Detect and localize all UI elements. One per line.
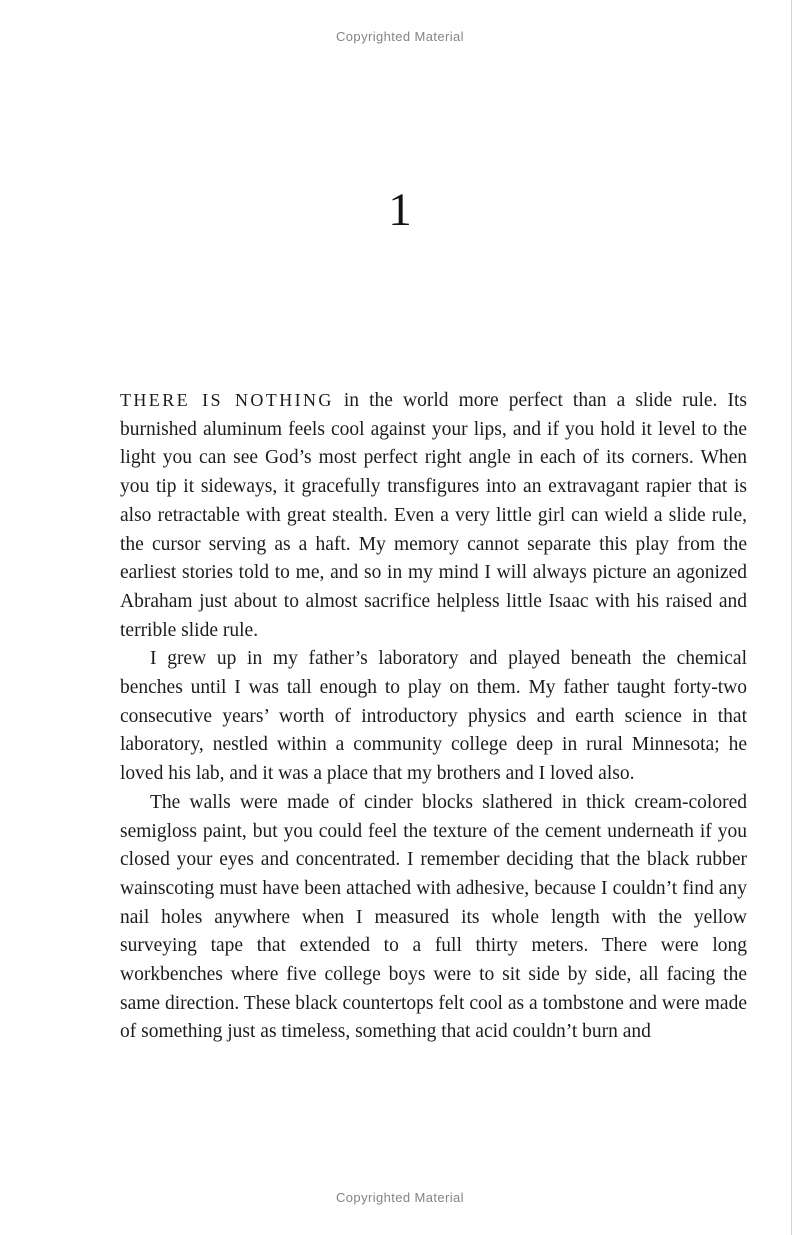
body-text	[120, 386, 747, 1047]
paragraph-3: The walls were made of cinder blocks slathered in thick cream-colored semigloss paint, but you could feel the texture of the cement underneath if you closed your eyes and concentrated. I remember deciding that the black rubber wainscoting must have been attached with adhesive, because I couldn’t find any nail holes anywhere when I measured its whole length with the yellow surveying tape that extended to a full thirty meters. There were long workbenches where five college boys were to sit side by side, all facing the same direction. These black countertops felt cool as a tombstone and were made of something just as timeless, something that acid couldn’t burn and	[120, 791, 747, 1043]
chapter-number: 1	[388, 184, 412, 236]
paragraph-1	[120, 386, 747, 645]
copyright-notice-top: Copyrighted Material	[336, 29, 464, 44]
page-edge-line	[791, 0, 792, 1235]
paragraph-1-text: in the world more perfect than a slide rule. Its burnished aluminum feels cool against your lips, and if you hold it level to the light you can see God’s most perfect right angle in each of its corners. When you tip it sideways, it gracefully transfigures into an extravagant rapier that is also retractable with great stealth. Even a very little girl can wield a slide rule, the cursor serving as a haft. My memory cannot separate this play from the earliest stories told to me, and so in my mind I will always picture an agonized Abraham just about to almost sacrifice helpless little Isaac with his raised and terrible slide rule.	[120, 390, 747, 641]
paragraph-lead-caps: THERE IS NOTHING	[120, 390, 334, 410]
paragraph-2: I grew up in my father’s laboratory and played beneath the chemical benches until I was tall enough to play on them. My father taught forty-two consecutive years’ worth of introductory physics and earth science in that laboratory, nestled within a community college deep in rural Minnesota; he loved his lab, and it was a place that my brothers and I loved also.	[120, 648, 747, 785]
copyright-notice-bottom: Copyrighted Material	[336, 1190, 464, 1205]
